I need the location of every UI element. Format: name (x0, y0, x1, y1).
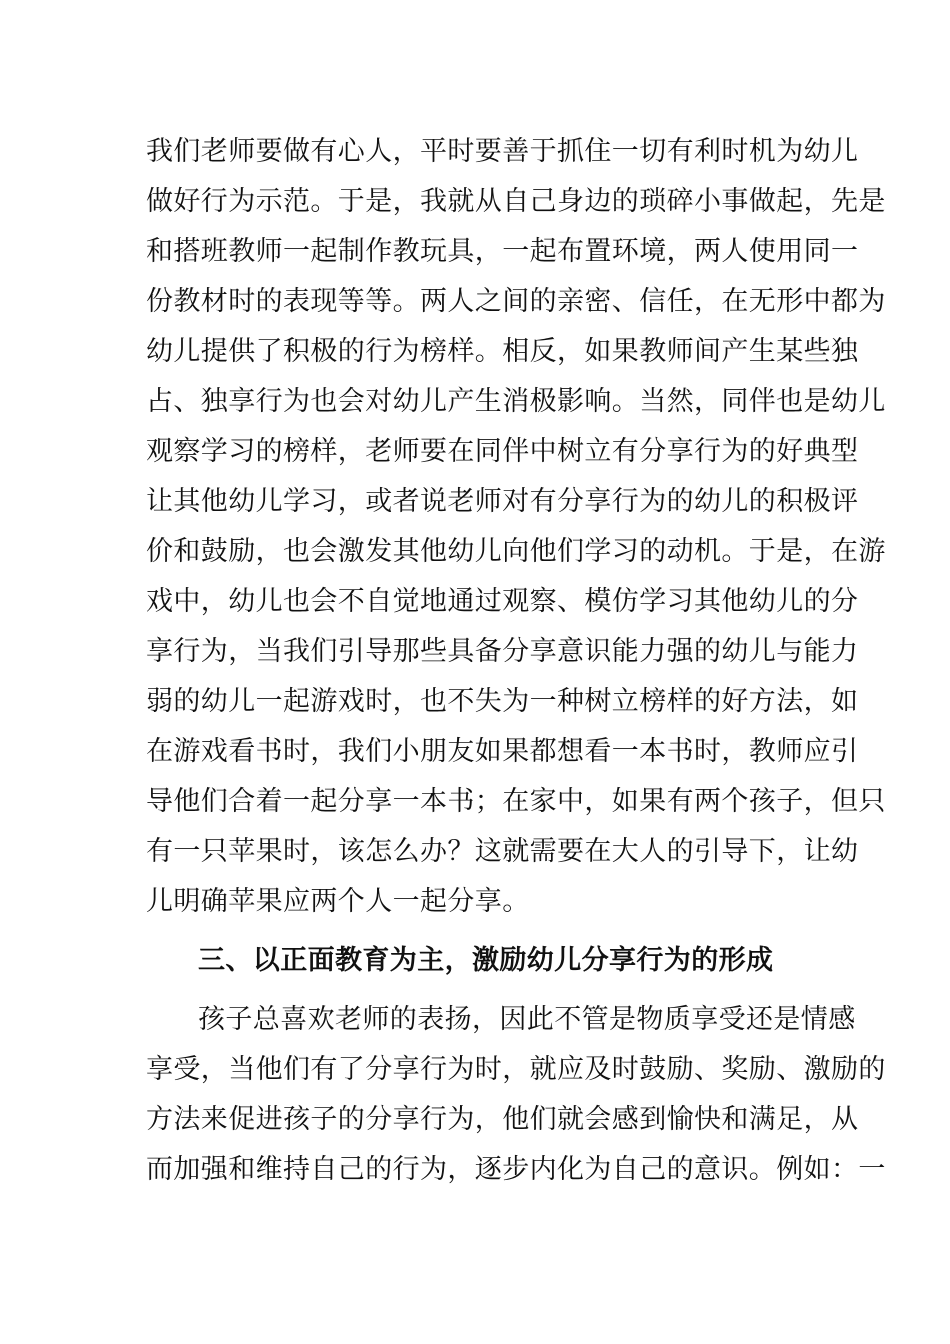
section-heading: 三、以正面教育为主，激励幼儿分享行为的形成 (198, 945, 774, 976)
text-line: 价和鼓励，也会激发其他幼儿向他们学习的动机。于是，在游 (146, 536, 886, 567)
text-line: 在游戏看书时，我们小朋友如果都想看一本书时，教师应引 (146, 736, 859, 767)
text-line: 导他们合着一起分享一本书；在家中，如果有两个孩子，但只 (146, 786, 886, 817)
text-line: 幼儿提供了积极的行为榜样。相反，如果教师间产生某些独 (146, 336, 859, 367)
text-line: 儿明确苹果应两个人一起分享。 (146, 886, 530, 917)
text-line: 孩子总喜欢老师的表扬，因此不管是物质享受还是情感 (198, 1004, 856, 1035)
text-line: 弱的幼儿一起游戏时，也不失为一种树立榜样的好方法，如 (146, 686, 859, 717)
text-line: 份教材时的表现等等。两人之间的亲密、信任，在无形中都为 (146, 286, 886, 317)
paragraph-1 (146, 127, 886, 927)
text-line: 我们老师要做有心人，平时要善于抓住一切有利时机为幼儿 (146, 136, 859, 167)
text-line: 和搭班教师一起制作教玩具，一起布置环境，两人使用同一 (146, 236, 859, 267)
text-line: 方法来促进孩子的分享行为，他们就会感到愉快和满足，从 (146, 1104, 859, 1135)
text-line: 而加强和维持自己的行为，逐步内化为自己的意识。例如：一 (146, 1154, 886, 1185)
paragraph-2 (146, 995, 886, 1195)
document-body (146, 127, 886, 1195)
text-line: 有一只苹果时，该怎么办？这就需要在大人的引导下，让幼 (146, 836, 859, 867)
text-line: 享受，当他们有了分享行为时，就应及时鼓励、奖励、激励的 (146, 1054, 886, 1085)
text-line: 享行为，当我们引导那些具备分享意识能力强的幼儿与能力 (146, 636, 859, 667)
text-line: 戏中，幼儿也会不自觉地通过观察、模仿学习其他幼儿的分 (146, 586, 859, 617)
text-line: 让其他幼儿学习，或者说老师对有分享行为的幼儿的积极评 (146, 486, 859, 517)
text-line: 占、独享行为也会对幼儿产生消极影响。当然，同伴也是幼儿 (146, 386, 886, 417)
text-line: 做好行为示范。于是，我就从自己身边的琐碎小事做起，先是 (146, 186, 886, 217)
text-line: 观察学习的榜样，老师要在同伴中树立有分享行为的好典型 (146, 436, 859, 467)
